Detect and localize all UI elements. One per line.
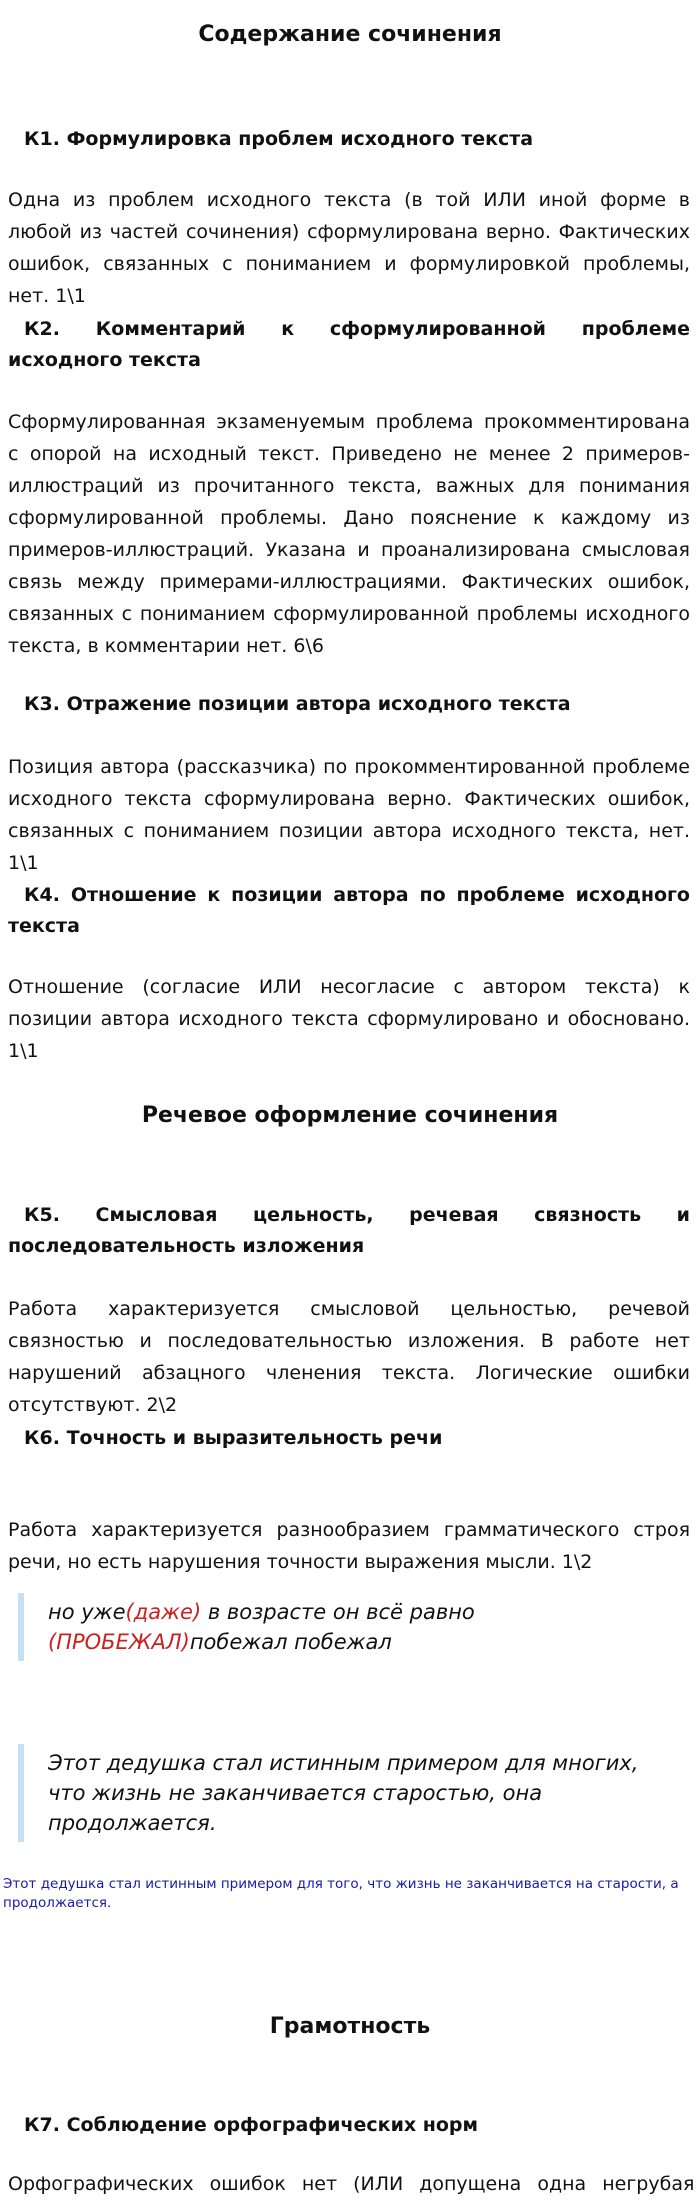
quote-block: Этот дедушка стал истинным примером для многих, что жизнь не заканчивается старостью, она продолжается. xyxy=(18,1744,660,1842)
corrected-note xyxy=(0,1875,700,1913)
criterion-k3-body xyxy=(0,751,700,879)
criterion-k5 xyxy=(0,1200,700,1262)
criterion-k7-body xyxy=(0,2168,700,2200)
criterion-k1-text: Одна из проблем исходного текста (в той ИЛИ иной форме в любой из частей сочинения) сформулирована верно. Фактических ошибок, связанных с пониманием и формулировкой проблемы, нет. 1\1 xyxy=(8,189,690,307)
criterion-k5-body xyxy=(0,1293,700,1421)
criterion-k2 xyxy=(0,314,700,376)
quote-error-1 xyxy=(0,1593,660,1661)
criterion-k6-title: К6. Точность и выразительность речи xyxy=(24,1427,443,1449)
criterion-k4-body xyxy=(0,971,700,1067)
section-title-speech: Речевое оформление сочинения xyxy=(141,1103,559,1128)
correction-text: (ПРОБЕЖАЛ) xyxy=(48,1630,190,1654)
criterion-k5-title: К5. Смысловая цельность, речевая связность и последовательность изложения xyxy=(8,1204,690,1257)
section-title-content: Содержание сочинения xyxy=(198,22,502,47)
criterion-k4-title: К4. Отношение к позиции автора по проблеме исходного текста xyxy=(8,884,690,937)
quote-text: побежал побежал xyxy=(189,1630,392,1654)
criterion-k3-text: Позиция автора (рассказчика) по прокомментированной проблеме исходного текста сформулирована верно. Фактических ошибок, связанных с пониманием позиции автора исходного текста, нет. 1\1 xyxy=(8,756,690,874)
speech-section xyxy=(0,1101,700,1131)
quote-block xyxy=(18,1593,660,1661)
criterion-k6-body xyxy=(0,1514,700,1578)
criterion-k6-text: Работа характеризуется разнообразием грамматического строя речи, но есть нарушения точности выражения мысли. 1\2 xyxy=(8,1519,690,1573)
corrected-sentence: Этот дедушка стал истинным примером для того, что жизнь не заканчивается на старости, а продолжается. xyxy=(3,1876,679,1911)
quote-text: но уже xyxy=(48,1600,126,1624)
criterion-k1-title: К1. Формулировка проблем исходного текста xyxy=(24,128,534,150)
criterion-k5-text: Работа характеризуется смысловой цельностью, речевой связностью и последовательностью изложения. В работе нет нарушений абзацного членения текста. Логические ошибки отсутствуют. 2\2 xyxy=(8,1298,690,1416)
criterion-k2-body xyxy=(0,406,700,662)
criterion-k3 xyxy=(0,689,700,720)
criterion-k4-text: Отношение (согласие ИЛИ несогласие с автором текста) к позиции автора исходного текста сформулировано и обосновано. 1\1 xyxy=(8,976,690,1062)
quote-error-2 xyxy=(0,1744,660,1842)
section-title-literacy: Грамотность xyxy=(269,2014,431,2039)
criterion-k1 xyxy=(0,124,700,155)
criterion-k7 xyxy=(0,2110,700,2141)
literacy-section xyxy=(0,2012,700,2042)
criterion-k7-text: Орфографических ошибок нет (ИЛИ допущена одна негрубая xyxy=(8,2173,695,2195)
criterion-k2-title: К2. Комментарий к сформулированной проблеме исходного текста xyxy=(8,318,690,371)
criterion-k2-text: Сформулированная экзаменуемым проблема прокомментирована с опорой на исходный текст. Приведено не менее 2 примеров-иллюстраций из прочитанного текста, важных для понимания сформулированной проблемы. Дано пояснение к каждому из примеров-иллюстраций. Указана и проанализирована смысловая связь между примерами-иллюстрациями. Фактических ошибок, связанных с пониманием сформулированной проблемы исходного текста, в комментарии нет. 6\6 xyxy=(8,411,690,657)
criterion-k4 xyxy=(0,880,700,942)
criterion-k1-body xyxy=(0,184,700,312)
criterion-k3-title: К3. Отражение позиции автора исходного текста xyxy=(24,693,571,715)
quote-text: в возрасте он всё равно xyxy=(201,1600,475,1624)
criterion-k6 xyxy=(0,1423,700,1454)
content-section xyxy=(0,20,700,50)
correction-text: (даже) xyxy=(125,1600,202,1624)
criterion-k7-title: К7. Соблюдение орфографических норм xyxy=(24,2114,479,2136)
